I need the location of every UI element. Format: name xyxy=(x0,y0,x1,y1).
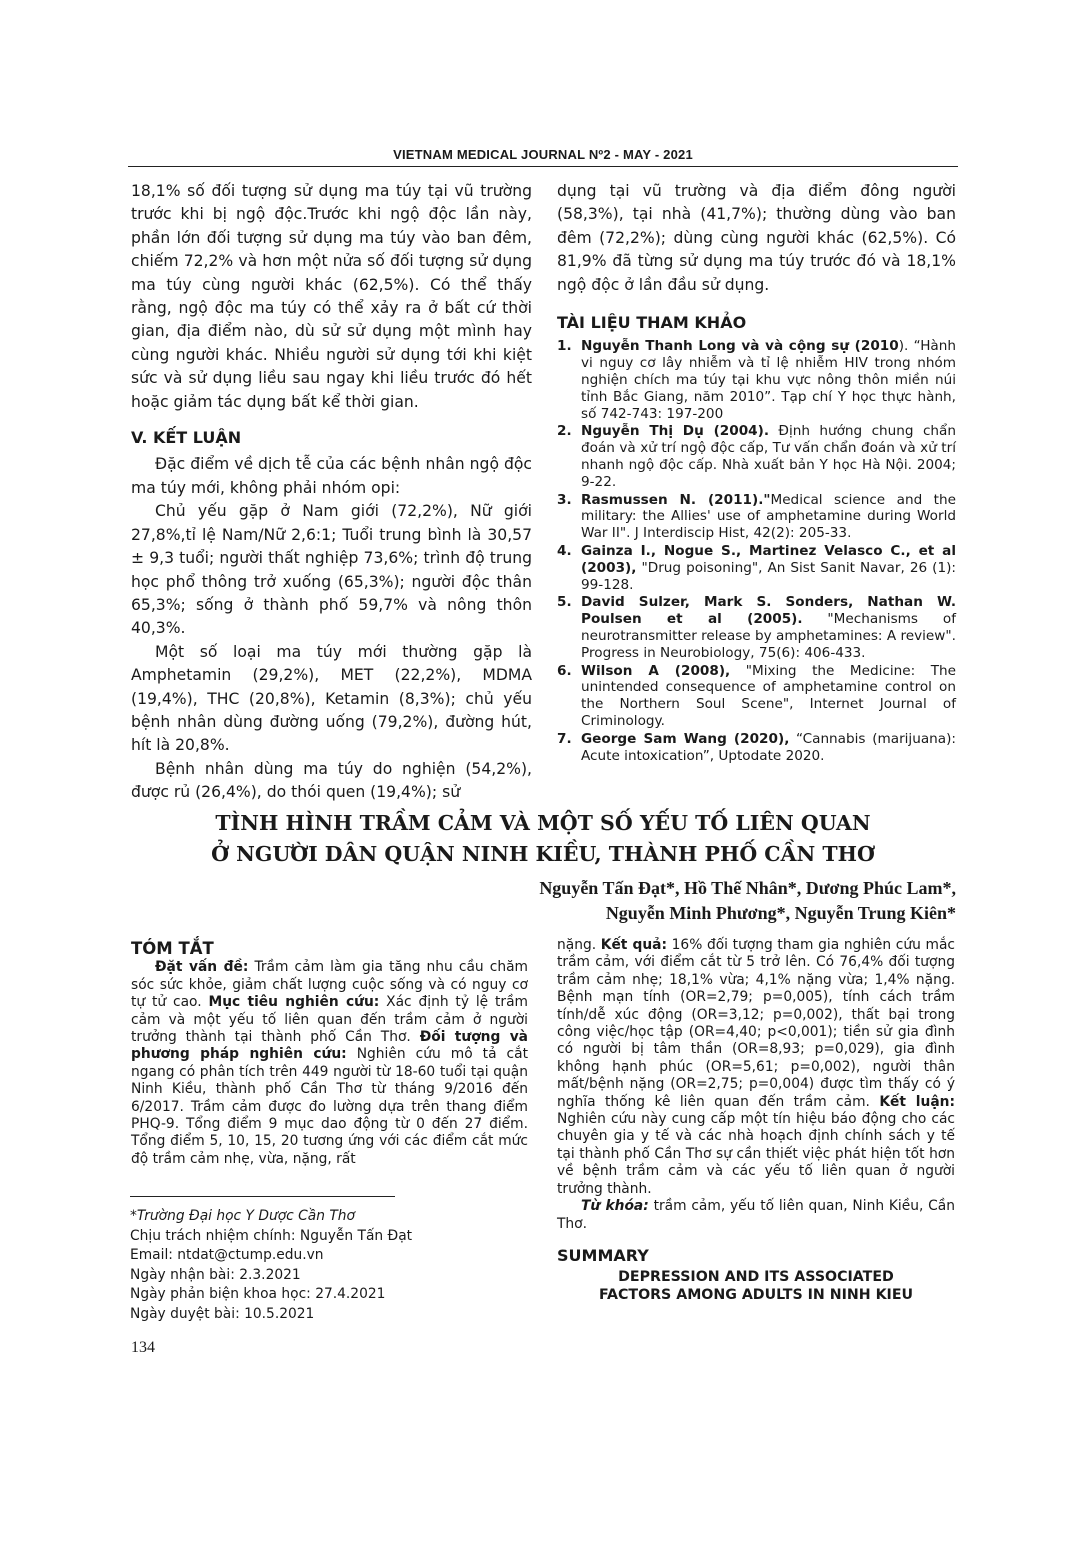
reference-item: 4. Gainza I., Nogue S., Martinez Velasco C., et al (2003), "Drug poisoning", An Sist Sanit Navar, 26 (1): 99-128. xyxy=(557,543,956,593)
abstract-results: nặng. Kết quả: 16% đối tượng tham gia nghiên cứu mắc trầm cảm, với điểm cắt từ 5 trở lên. Có 76,4% đối tượng trầm cảm nhẹ; 18,1% vừa; 4,1% nặng vừa; 1,4% nặng. Bệnh mạn tính (OR=2,79; p=0,005), tính cách trầm tính/dễ xúc động (OR=3,12; p=0,002), thất bại trong công việc/học tập (OR=4,40; p<0,001); tiền sử gia đình có người bị tâm thần (OR=8,93; p=0,029), gia đình không hạnh phúc (OR=5,61; p=0,002), người thân mất/bệnh nặng (OR=2,75; p=0,004) được tìm thấy có ý nghĩa thống kê liên quan đến trầm cảm. Kết luận: Nghiên cứu này cung cấp một tín hiệu báo động cho các chuyên gia y tế và các nhà hoạch định chính sách y tế tại thành phố Cần Thơ sự cần thiết việc phát hiện tốt hơn về bệnh trầm cảm và các yếu tố liên quan ở người trưởng thành. xyxy=(557,937,955,1197)
journal-header: VIETNAM MEDICAL JOURNAL Nº2 - MAY - 2021 xyxy=(393,147,693,162)
date-reviewed: Ngày phản biện khoa học: 27.4.2021 xyxy=(130,1286,386,1303)
keywords: Từ khóa: trầm cảm, yếu tố liên quan, Ninh Kiều, Cần Thơ. xyxy=(557,1198,955,1232)
author-list xyxy=(539,876,956,926)
abstract-heading: TÓM TẮT xyxy=(131,939,214,958)
summary-title: DEPRESSION AND ITS ASSOCIATED FACTORS AMONG ADULTS IN NINH KIEU xyxy=(598,1269,914,1304)
summary-heading: SUMMARY xyxy=(557,1245,649,1265)
left-paragraph-4: Một số loại ma túy mới thường gặp là Amphetamin (29,2%), MET (22,2%), MDMA (19,4%), THC (20,8%), Ketamin (8,3%); chủ yếu bệnh nhân dùng đường uống (79,2%), đường hút, hít là 20,8%. xyxy=(131,642,532,755)
left-paragraph-1: 18,1% số đối tượng sử dụng ma túy tại vũ trường trước khi bị ngộ độc.Trước khi ngộ độc lần này, phần lớn đối tượng sử dụng ma túy vào ban đêm, chiếm 72,2% và hơn một nửa số đối tượng sử dụng ma túy cùng người khác (62,5%). Có thể thấy rằng, ngộ độc ma túy có thể xảy ra ở bất cứ thời gian, địa điểm nào, dù sử sử dụng một mình hay cùng người khác. Nhiều người sử dụng tới khi kiệt sức và sử dụng liều sau ngay khi liều trước đó hết hoặc giảm tác dụng bất kể thời gian. xyxy=(131,182,532,411)
reference-item: 6. Wilson A (2008), "Mixing the Medicine: The unintended consequence of amphetamine control on the Northern Soul Scene", Internet Journal of Criminology. xyxy=(557,662,956,729)
right-column xyxy=(557,180,956,765)
abstract-left xyxy=(131,940,528,1168)
reference-item: 1. Nguyễn Thanh Long và và cộng sự (2010). “Hành vi nguy cơ lây nhiễm và tỉ lệ nhiễm HIV trong nhóm nghiện chích ma túy tại khu vực nông thôn miền núi tỉnh Bắc Giang, năm 2010”. Tạp chí Y học thực hành, số 742-743: 197-200 xyxy=(557,338,956,422)
date-received: Ngày nhận bài: 2.3.2021 xyxy=(130,1266,301,1283)
article-title xyxy=(128,808,958,870)
left-paragraph-2: Đặc điểm về dịch tễ của các bệnh nhân ngộ độc ma túy mới, không phải nhóm opi: xyxy=(131,455,532,497)
reference-item: 3. Rasmussen N. (2011)."Medical science and the military: the Allies' use of amphetamine during World War II". J Interdiscip Hist, 42(2): 205-33. xyxy=(557,491,956,542)
affiliation: *Trường Đại học Y Dược Cần Thơ xyxy=(130,1208,355,1224)
corresponding-author: Chịu trách nhiệm chính: Nguyễn Tấn Đạt xyxy=(130,1227,413,1244)
conclusion-heading: V. KẾT LUẬN xyxy=(131,428,242,448)
abstract-right xyxy=(557,937,955,1304)
reference-item: 2. Nguyễn Thị Dụ (2004). Định hướng chung chẩn đoán và xử trí ngộ độc cấp, Tư vấn chẩn đoán và xử trí nhanh ngộ độc cấp. Nhà xuất bản Y học Hà Nội. 2004; 9-22. xyxy=(557,423,956,490)
header-rule xyxy=(128,166,958,167)
references-heading: TÀI LIỆU THAM KHẢO xyxy=(557,313,747,333)
footnote-rule xyxy=(130,1196,395,1197)
footnote xyxy=(130,1207,412,1325)
reference-list xyxy=(557,338,956,764)
article-title-line-2: Ở NGƯỜI DÂN QUẬN NINH KIỀU, THÀNH PHỐ CẦN THƠ xyxy=(211,842,875,866)
page-number: 134 xyxy=(131,1339,155,1356)
abstract-paragraph: Đặt vấn đề: Trầm cảm làm gia tăng nhu cầu chăm sóc sức khỏe, giảm chất lượng cuộc sống và có nguy cơ tự tử cao. Mục tiêu nghiên cứu: Xác định tỷ lệ trầm cảm và một yếu tố liên quan đến trầm cảm ở người trưởng thành tại thành phố Cần Thơ. Đối tượng và phương pháp nghiên cứu: Nghiên cứu mô tả cắt ngang có phân tích trên 449 người từ 18-60 tuổi tại quận Ninh Kiều, thành phố Cần Thơ từ tháng 9/2016 đến 6/2017. Trầm cảm được đo lường dựa trên thang điểm PHQ-9. Tổng điểm 9 mục dao động từ 0 đến 27 điểm. Tổng điểm 5, 10, 15, 20 tương ứng với các điểm cắt mức độ trầm cảm nhẹ, vừa, nặng, rất xyxy=(131,959,529,1167)
reference-item: 5. David Sulzer, Mark S. Sonders, Nathan W. Poulsen et al (2005). "Mechanisms of neurotransmitter release by amphetamines: A review". Progress in Neurobiology, 75(6): 406-433. xyxy=(557,594,956,661)
left-paragraph-5: Bệnh nhân dùng ma túy do nghiện (54,2%), được rủ (26,4%), do thói quen (19,4%); sử xyxy=(131,759,532,802)
email: Email: ntdat@ctump.edu.vn xyxy=(130,1247,324,1264)
left-paragraph-3: Chủ yếu gặp ở Nam giới (72,2%), Nữ giới 27,8%,tỉ lệ Nam/Nữ 2,6:1; Tuổi trung bình là 30,57 ± 9,3 tuổi; người thất nghiệp 73,6%; trình độ trung học phổ thông trở xuống (65,3%); người độc thân 65,3%; sống ở thành phố 59,7% và nông thôn 40,3%. xyxy=(131,502,532,638)
article-title-line-1: TÌNH HÌNH TRẦM CẢM VÀ MỘT SỐ YẾU TỐ LIÊN QUAN xyxy=(215,811,871,835)
date-accepted: Ngày duyệt bài: 10.5.2021 xyxy=(130,1305,315,1322)
left-column xyxy=(131,180,532,805)
authors-line-1: Nguyễn Tấn Đạt*, Hồ Thế Nhân*, Dương Phúc Lam*, xyxy=(539,878,956,898)
authors-line-2: Nguyễn Minh Phương*, Nguyễn Trung Kiên* xyxy=(605,903,956,923)
right-paragraph-1: dụng tại vũ trường và địa điểm đông người (58,3%), tại nhà (41,7%); thường dùng vào ban đêm (72,2%); dùng cùng người khác (62,5%). Có 81,9% đã từng sử dụng ma túy trước đó và 18,1% ngộ độc ở lần đầu sử dụng. xyxy=(557,182,956,294)
reference-item: 7. George Sam Wang (2020), “Cannabis (marijuana): Acute intoxication”, Uptodate 2020. xyxy=(557,730,956,764)
